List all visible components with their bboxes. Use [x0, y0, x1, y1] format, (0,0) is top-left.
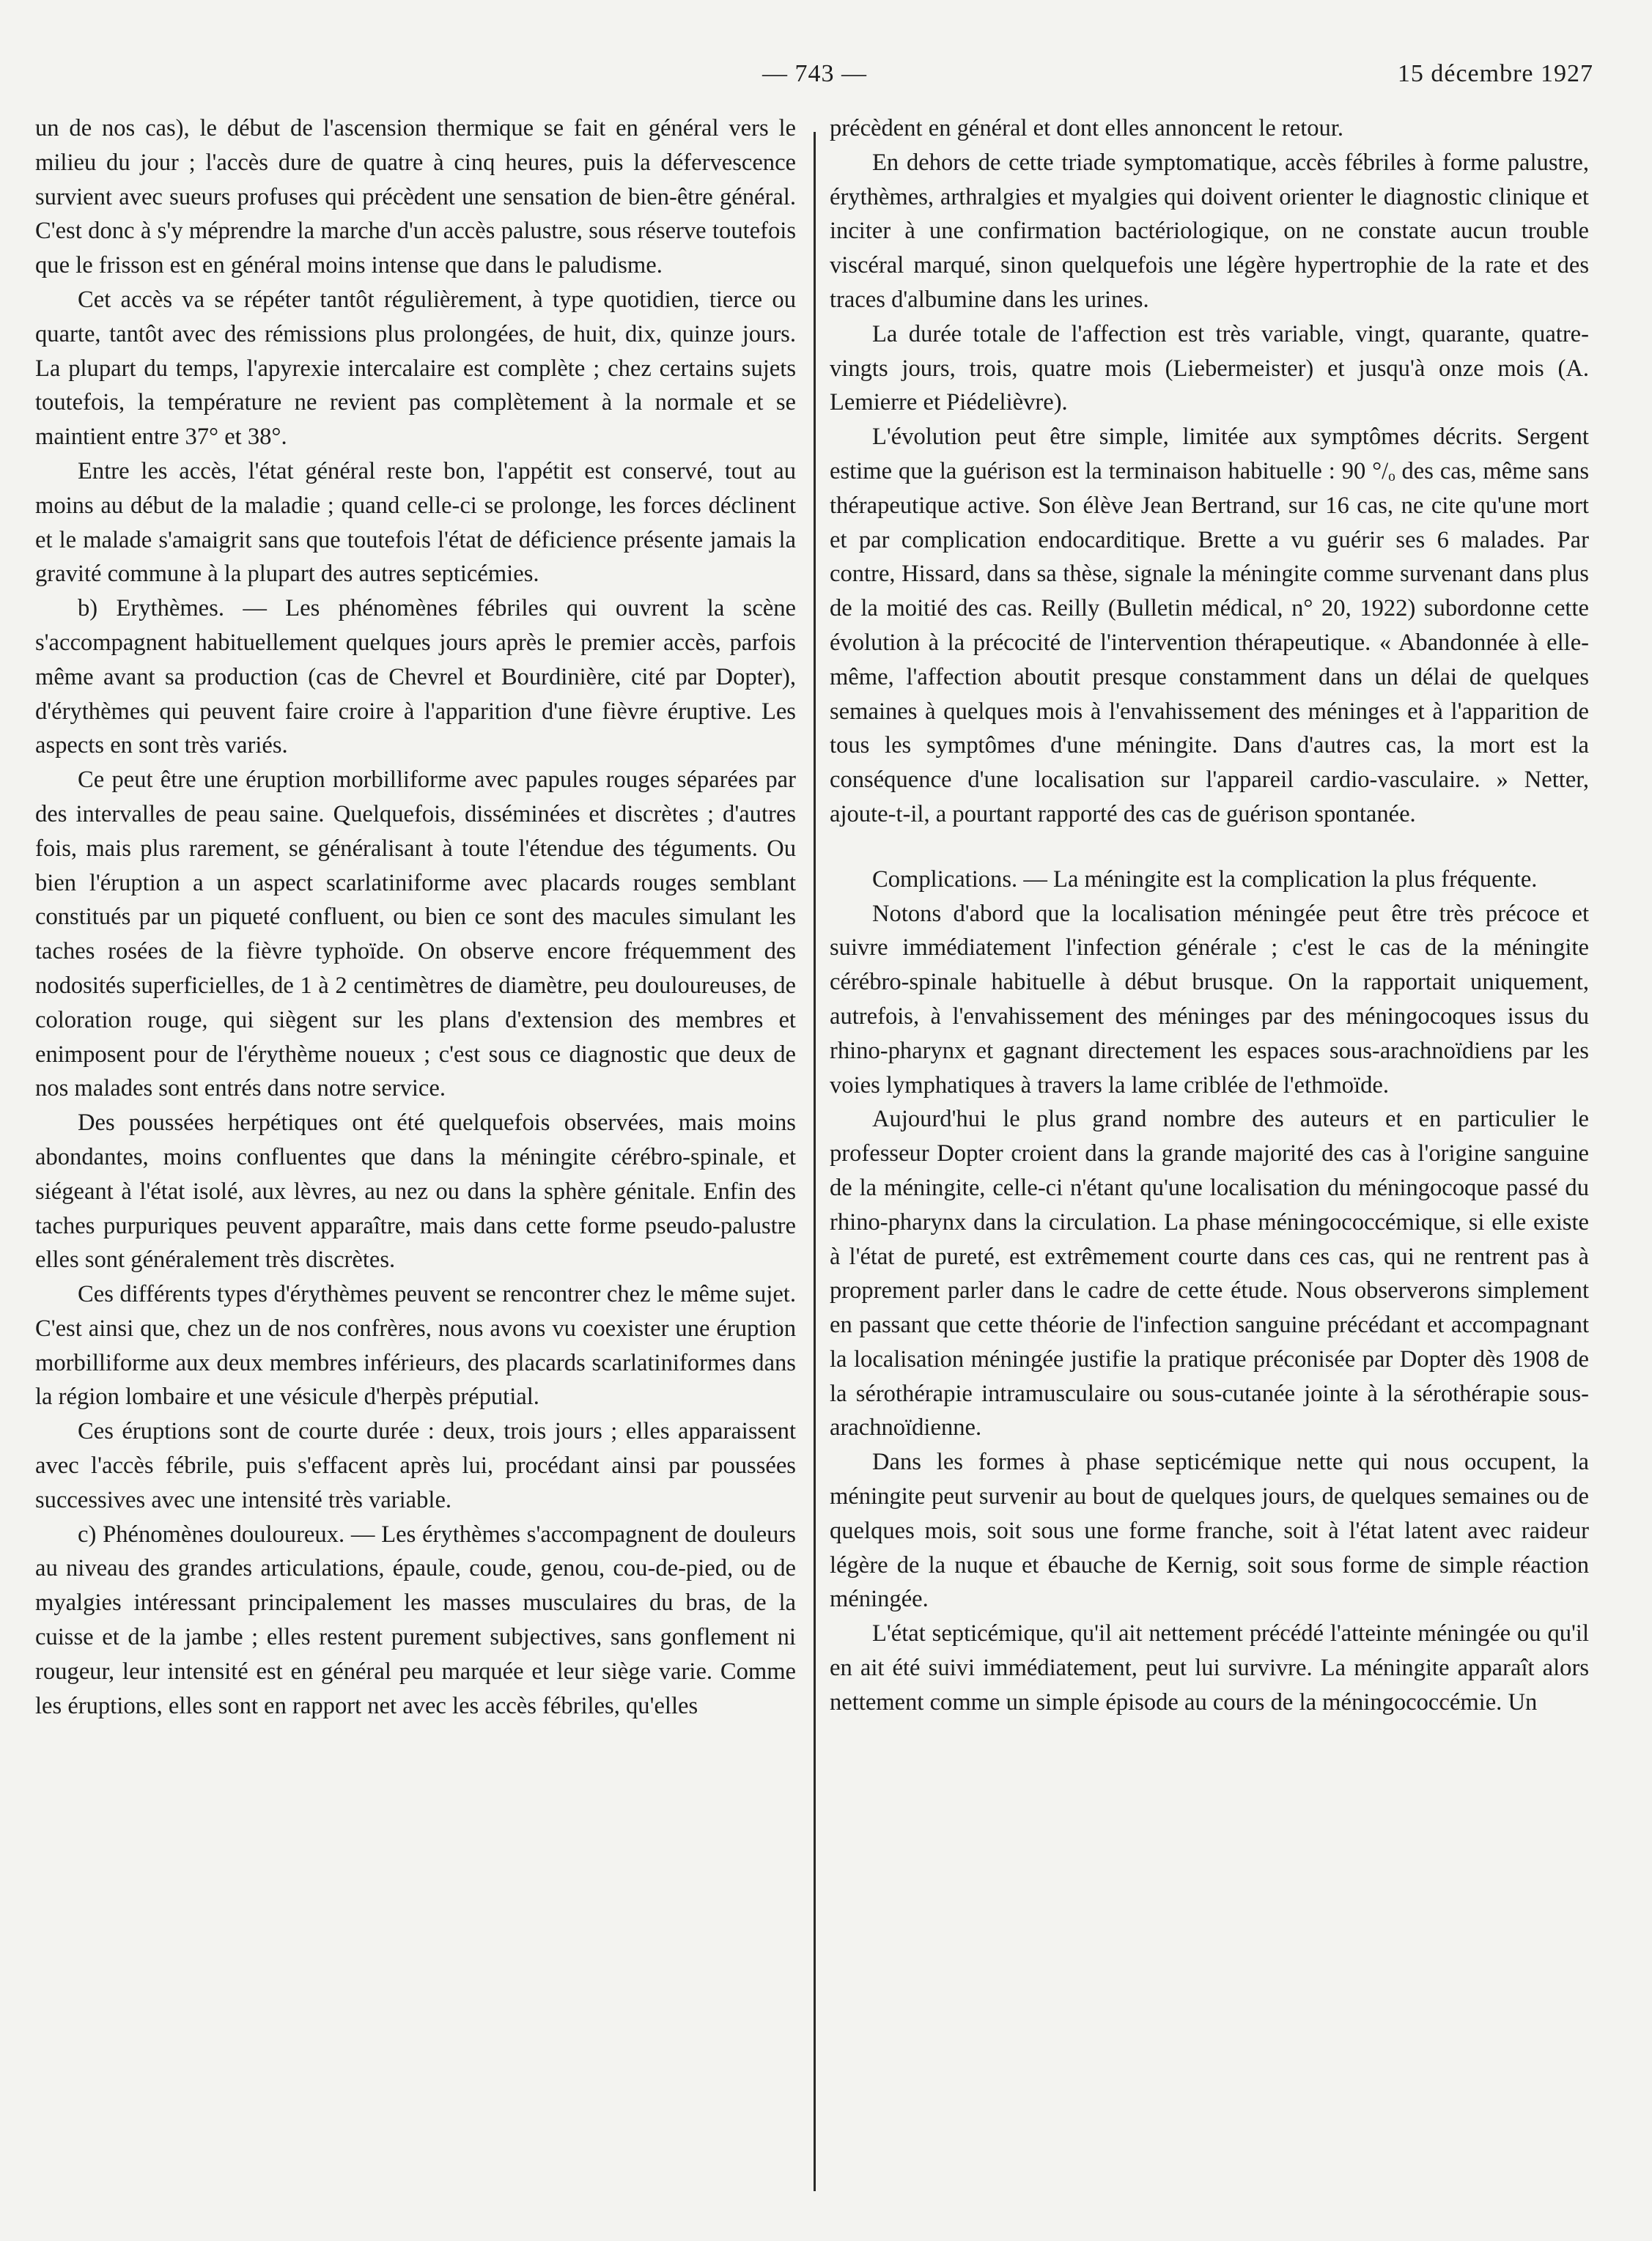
column-divider	[814, 132, 816, 2191]
section-heading-paragraph: Complications. — La méningite est la complication la plus fréquente.	[872, 865, 1538, 893]
paragraph: Ce peut être une éruption morbilliforme avec papules rouges séparées par des intervalles de peau saine. Quelquefois, disséminées et discrètes ; d'autres fois, mais plus rarement, se généralisant à toute l'étendue des téguments. Ou bien l'éruption a un aspect scarlatiniforme avec placards rouges semblant constitués par un piqueté confluent, ou bien ce sont des macules simulant les taches rosées de la fièvre typhoïde. On observe encore fréquemment des nodosités superficielles, de 1 à 2 centimètres de diamètre, peu douloureuses, de coloration rouge, qui siègent sur les plans d'extension des membres et enimposent pour de l'érythème noueux ; c'est sous ce diagnostic que deux de nos malades sont entrés dans notre service.	[35, 767, 796, 1102]
paragraph: Cet accès va se répéter tantôt régulièrement, à type quotidien, tierce ou quarte, tantôt avec des rémissions plus prolongées, de huit, dix, quinze jours. La plupart du temps, l'apyrexie intercalaire est complète ; chez certains sujets toutefois, la température ne revient pas complètement à la normale et se maintient entre 37° et 38°.	[35, 286, 796, 451]
paragraph: précèdent en général et dont elles annoncent le retour.	[830, 115, 1344, 141]
section-gap	[830, 832, 1589, 863]
left-column	[35, 111, 796, 2204]
paragraph: Des poussées herpétiques ont été quelquefois observées, mais moins abondantes, moins confluentes que dans la méningite cérébro-spinale, et siégeant à l'état isolé, aux lèvres, au nez ou dans la sphère génitale. Enfin des taches purpuriques peuvent apparaître, mais dans cette forme pseudo-palustre elles sont généralement très discrètes.	[35, 1110, 796, 1274]
paragraph: b) Erythèmes. — Les phénomènes fébriles qui ouvrent la scène s'accompagnent habituellement quelques jours après le premier accès, parfois même avant sa production (cas de Chevrel et Bourdinière, cité par Dopter), d'érythèmes qui peuvent faire croire à l'apparition d'une fièvre éruptive. Les aspects en sont très variés.	[35, 595, 796, 759]
paragraph: c) Phénomènes douloureux. — Les érythèmes s'accompagnent de douleurs au niveau des grandes articulations, épaule, coude, genou, cou-de-pied, ou de myalgies intéressant principalement les masses musculaires du bras, de la cuisse et de la jambe ; elles restent purement subjectives, sans gonflement ni rougeur, leur intensité est en général peu marquée et leur siège varie. Comme les éruptions, elles sont en rapport net avec les accès fébriles, qu'elles	[35, 1521, 796, 1719]
paragraph: Dans les formes à phase septicémique nette qui nous occupent, la méningite peut survenir au bout de quelques jours, de quelques semaines ou de quelques mois, soit sous une forme franche, soit à l'état latent avec raideur légère de la nuque et ébauche de Kernig, soit sous forme de simple réaction méningée.	[830, 1449, 1589, 1613]
right-column	[830, 111, 1589, 2204]
paragraph: Ces différents types d'érythèmes peuvent se rencontrer chez le même sujet. C'est ainsi que, chez un de nos confrères, nous avons vu coexister une éruption morbilliforme aux deux membres inférieurs, des placards scarlatiniformes dans la région lombaire et une vésicule d'herpès préputial.	[35, 1281, 796, 1411]
paragraph: un de nos cas), le début de l'ascension thermique se fait en général vers le milieu du jour ; l'accès dure de quatre à cinq heures, puis la défervescence survient avec sueurs profuses qui précèdent une sensation de bien-être général. C'est donc à s'y méprendre la marche d'un accès palustre, sous réserve toutefois que le frisson est en général moins intense que dans le paludisme.	[35, 115, 796, 279]
paragraph: En dehors de cette triade symptomatique, accès fébriles à forme palustre, érythèmes, arthralgies et myalgies qui doivent orienter le diagnostic clinique et inciter à une confirmation bactériologique, on ne constate aucun trouble viscéral marqué, sinon quelquefois une légère hypertrophie de la rate et des traces d'albumine dans les urines.	[830, 149, 1589, 313]
paragraph: Entre les accès, l'état général reste bon, l'appétit est conservé, tout au moins au début de la maladie ; quand celle-ci se prolonge, les forces déclinent et le malade s'amaigrit sans que toutefois l'état de déficience présente jamais la gravité commune à la plupart des autres septicémies.	[35, 457, 796, 588]
paragraph: Notons d'abord que la localisation méningée peut être très précoce et suivre immédiatement l'infection générale ; c'est le cas de la méningite cérébro-spinale habituelle à début brusque. On la rapportait uniquement, autrefois, à l'envahissement des méninges par des méningocoques issus du rhino-pharynx et gagnant directement les espaces sous-arachnoïdiens par les voies lymphatiques à travers la lame criblée de l'ethmoïde.	[830, 900, 1589, 1099]
paragraph: L'évolution peut être simple, limitée aux symptômes décrits. Sergent estime que la guérison est la terminaison habituelle : 90 °/ₒ des cas, même sans thérapeutique active. Son élève Jean Bertrand, sur 16 cas, ne cite qu'une mort et par complication endocarditique. Brette a vu guérir ses 6 malades. Par contre, Hissard, dans sa thèse, signale la méningite comme survenant dans plus de la moitié des cas. Reilly (Bulletin médical, n° 20, 1922) subordonne cette évolution à la précocité de l'intervention thérapeutique. « Abandonnée à elle-même, l'affection aboutit presque constamment dans un délai de quelques semaines à quelques mois à l'envahissement des méninges et à l'apparition de tous les symptômes d'une méningite. Dans d'autres cas, la mort est la conséquence d'une localisation sur l'appareil cardio-vasculaire. » Netter, ajoute-t-il, a pourtant rapporté des cas de guérison spontanée.	[830, 424, 1589, 827]
issue-date: 15 décembre 1927	[1397, 60, 1593, 87]
paragraph: Ces éruptions sont de courte durée : deux, trois jours ; elles apparaissent avec l'accès fébrile, puis s'effacent après lui, procédant ainsi par poussées successives avec une intensité très variable.	[35, 1418, 796, 1513]
page-number: — 743 —	[762, 60, 867, 87]
paragraph: L'état septicémique, qu'il ait nettement précédé l'atteinte méningée ou qu'il en ait été suivi immédiatement, peut lui survivre. La méningite apparaît alors nettement comme un simple épisode au cours de la méningococcémie. Un	[830, 1620, 1589, 1716]
paragraph: La durée totale de l'affection est très variable, vingt, quarante, quatre-vingts jours, trois, quatre mois (Liebermeister) et jusqu'à onze mois (A. Lemierre et Piédelièvre).	[830, 320, 1589, 416]
page-header	[762, 60, 1593, 104]
paragraph: Aujourd'hui le plus grand nombre des auteurs et en particulier le professeur Dopter croient dans la grande majorité des cas à l'origine sanguine de la méningite, celle-ci n'étant qu'une localisation du méningocoque passé du rhino-pharynx dans la circulation. La phase méningococcémique, si elle existe à l'état de pureté, est extrêmement courte dans ces cas, qui ne rentrent pas à proprement parler dans le cadre de cette étude. Nous observerons simplement en passant que cette théorie de l'infection sanguine précédant et accompagnant la localisation méningée justifie la pratique préconisée par Dopter dès 1908 de la sérothérapie intramusculaire ou sous-cutanée jointe à la sérothérapie sous-arachnoïdienne.	[830, 1106, 1589, 1441]
